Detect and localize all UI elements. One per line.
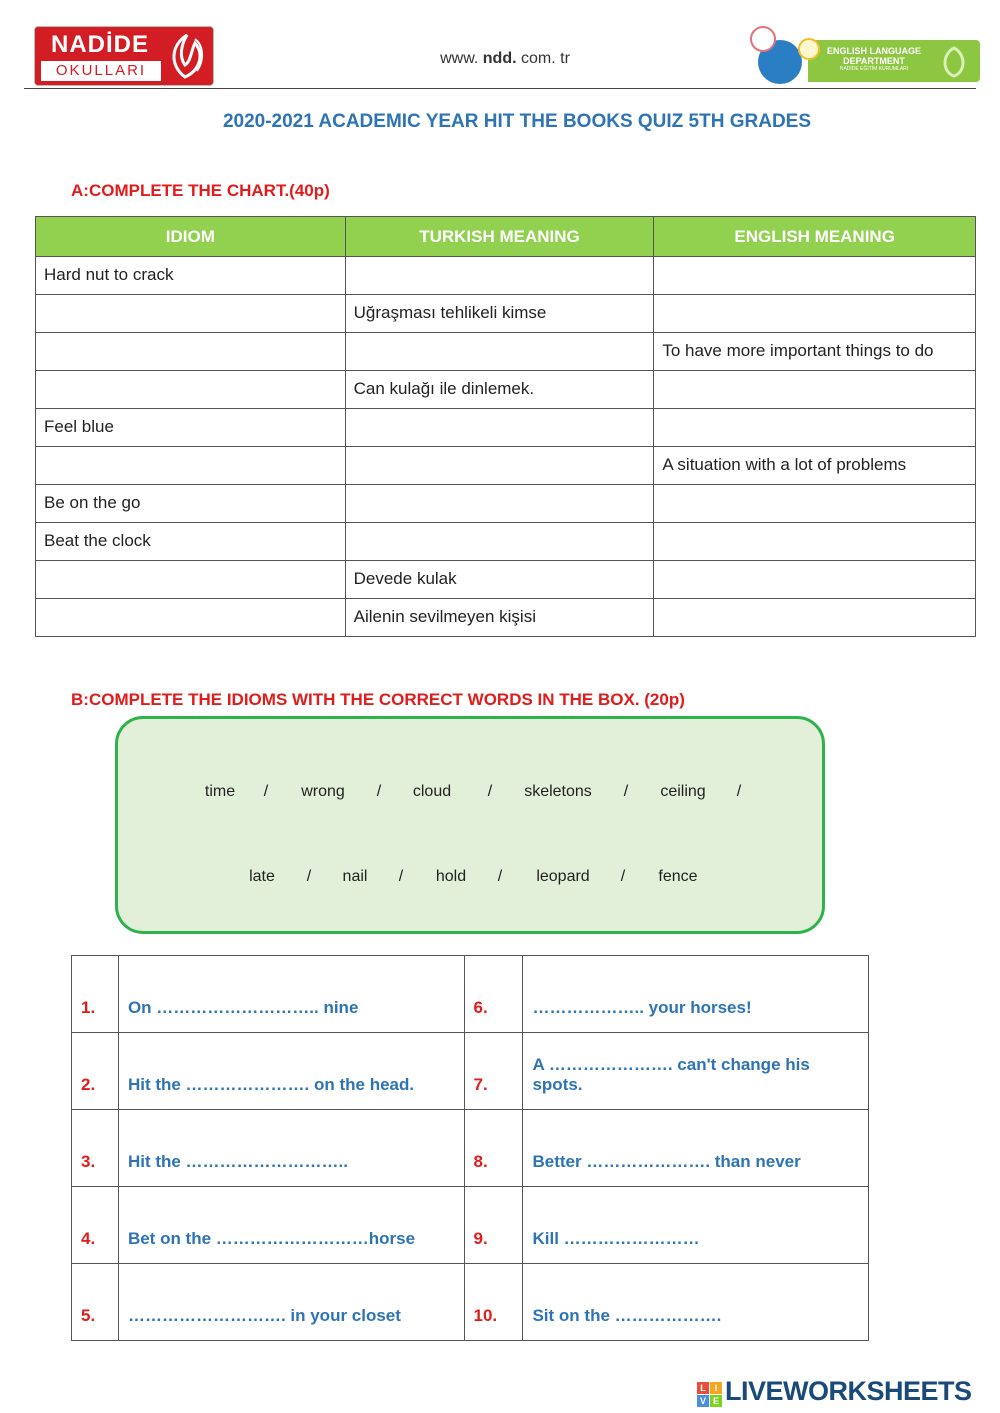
website-url [400,50,610,68]
item-number: 1. [72,956,119,1033]
idiom-cell[interactable] [36,447,346,485]
english-meaning-cell[interactable] [654,371,976,409]
english-meaning-cell[interactable] [654,485,976,523]
idiom-item[interactable]: ………………………. in your closet [118,1264,464,1341]
smiley-icon [750,26,776,52]
school-swirl-icon [165,31,209,81]
school-logo-subtitle: OKULLARI [41,61,161,81]
department-logo [748,26,980,86]
idiom-item[interactable]: On ……………………….. nine [118,956,464,1033]
word-bank-word: time [204,783,236,800]
idiom-cell[interactable] [36,371,346,409]
item-number: 6. [464,956,523,1033]
liveworksheets-watermark [697,1376,997,1410]
table-row [72,1187,869,1264]
english-meaning-cell[interactable] [654,409,976,447]
idiom-cell[interactable]: Be on the go [36,485,346,523]
section-a-heading: A:COMPLETE THE CHART.(40p) [71,181,330,200]
item-number: 2. [72,1033,119,1110]
idiom-cell[interactable] [36,295,346,333]
item-number: 4. [72,1187,119,1264]
table-row [36,409,976,447]
english-meaning-cell[interactable] [654,295,976,333]
column-header-turkish: TURKISH MEANING [345,217,654,257]
turkish-meaning-cell[interactable] [345,409,654,447]
school-logo-name: NADİDE [50,31,149,58]
idiom-cell[interactable]: Feel blue [36,409,346,447]
word-bank-box [115,716,825,934]
word-bank-word: leopard [536,868,590,885]
idiom-chart-table [35,216,976,637]
english-meaning-cell[interactable] [654,561,976,599]
department-line-1: ENGLISH LANGUAGE [826,46,921,56]
word-bank-word: fence [658,868,698,885]
idiom-item[interactable]: Hit the …………………. on the head. [118,1033,464,1110]
item-number: 10. [464,1264,523,1341]
word-bank-separator: / [376,783,382,800]
item-number: 8. [464,1110,523,1187]
table-row [72,956,869,1033]
english-meaning-cell[interactable] [654,257,976,295]
idiom-item[interactable]: Kill …………………… [523,1187,869,1264]
table-row [36,485,976,523]
idiom-item[interactable]: ……………….. your horses! [523,956,869,1033]
word-bank-separator: / [623,783,629,800]
item-number: 9. [464,1187,523,1264]
turkish-meaning-cell[interactable]: Devede kulak [345,561,654,599]
badge-letter: E [710,1395,722,1407]
table-row [36,257,976,295]
turkish-meaning-cell[interactable] [345,257,654,295]
section-b-heading: B:COMPLETE THE IDIOMS WITH THE CORRECT WORDS IN THE BOX. (20p) [71,690,685,709]
table-row [36,561,976,599]
leaf-icon [936,44,972,80]
badge-letter: V [697,1395,709,1407]
smiley-icon [798,38,820,60]
school-logo [34,26,214,86]
idiom-cell[interactable] [36,333,346,371]
page-title: 2020-2021 ACADEMIC YEAR HIT THE BOOKS QUIZ 5TH GRADES [222,111,812,132]
idiom-item[interactable]: Better …………………. than never [523,1110,869,1187]
idiom-completion-table [71,955,869,1341]
badge-letter: I [710,1382,722,1394]
idiom-cell[interactable]: Beat the clock [36,523,346,561]
site-prefix: www. [440,50,479,67]
department-line-2: DEPARTMENT [843,56,905,66]
table-header-row [36,217,976,257]
column-header-idiom: IDIOM [36,217,346,257]
turkish-meaning-cell[interactable]: Ailenin sevilmeyen kişisi [345,599,654,637]
word-bank-word: ceiling [660,783,706,800]
english-meaning-cell[interactable] [654,523,976,561]
site-suffix: com. tr [521,50,570,67]
idiom-cell[interactable]: Hard nut to crack [36,257,346,295]
idiom-cell[interactable] [36,561,346,599]
turkish-meaning-cell[interactable] [345,523,654,561]
word-bank-separator: / [306,868,312,885]
watermark-text: LIVEWORKSHEETS [725,1376,972,1406]
word-bank-word: nail [342,868,368,885]
word-bank-word: late [249,868,275,885]
idiom-item[interactable]: A …………………. can't change his spots. [523,1033,869,1110]
column-header-english: ENGLISH MEANING [654,217,976,257]
table-row [72,1110,869,1187]
word-bank-separator: / [497,868,503,885]
turkish-meaning-cell[interactable]: Uğraşması tehlikeli kimse [345,295,654,333]
table-row [72,1033,869,1110]
word-bank-word: wrong [301,783,345,800]
word-bank-separator: / [398,868,404,885]
badge-letter: L [697,1382,709,1394]
idiom-item[interactable]: Bet on the ………………………horse [118,1187,464,1264]
word-bank-separator: / [263,783,269,800]
turkish-meaning-cell[interactable]: Can kulağı ile dinlemek. [345,371,654,409]
table-row [36,371,976,409]
liveworksheets-badge-icon [697,1382,723,1408]
table-row [36,333,976,371]
item-number: 7. [464,1033,523,1110]
english-meaning-cell[interactable] [654,599,976,637]
table-row [36,447,976,485]
word-bank-word: hold [435,868,467,885]
turkish-meaning-cell[interactable] [345,485,654,523]
table-row [72,1264,869,1341]
table-row [36,295,976,333]
turkish-meaning-cell[interactable] [345,333,654,371]
english-meaning-cell[interactable]: A situation with a lot of problems [654,447,976,485]
idiom-item[interactable]: Sit on the ………………. [523,1264,869,1341]
english-meaning-cell[interactable]: To have more important things to do [654,333,976,371]
word-bank-separator: / [620,868,626,885]
department-banner [808,40,980,82]
idiom-cell[interactable] [36,599,346,637]
header-divider [24,88,976,89]
word-bank-separator: / [487,783,493,800]
table-row [36,523,976,561]
department-line-3: NADİDE EĞİTİM KURUMLARI [839,66,909,72]
site-bold: ndd. [482,50,517,67]
word-bank-word: cloud [412,783,452,800]
idiom-item[interactable]: Hit the ……………………….. [118,1110,464,1187]
word-bank-word: skeletons [524,783,592,800]
word-bank-separator: / [736,783,742,800]
item-number: 5. [72,1264,119,1341]
turkish-meaning-cell[interactable] [345,447,654,485]
item-number: 3. [72,1110,119,1187]
table-row [36,599,976,637]
